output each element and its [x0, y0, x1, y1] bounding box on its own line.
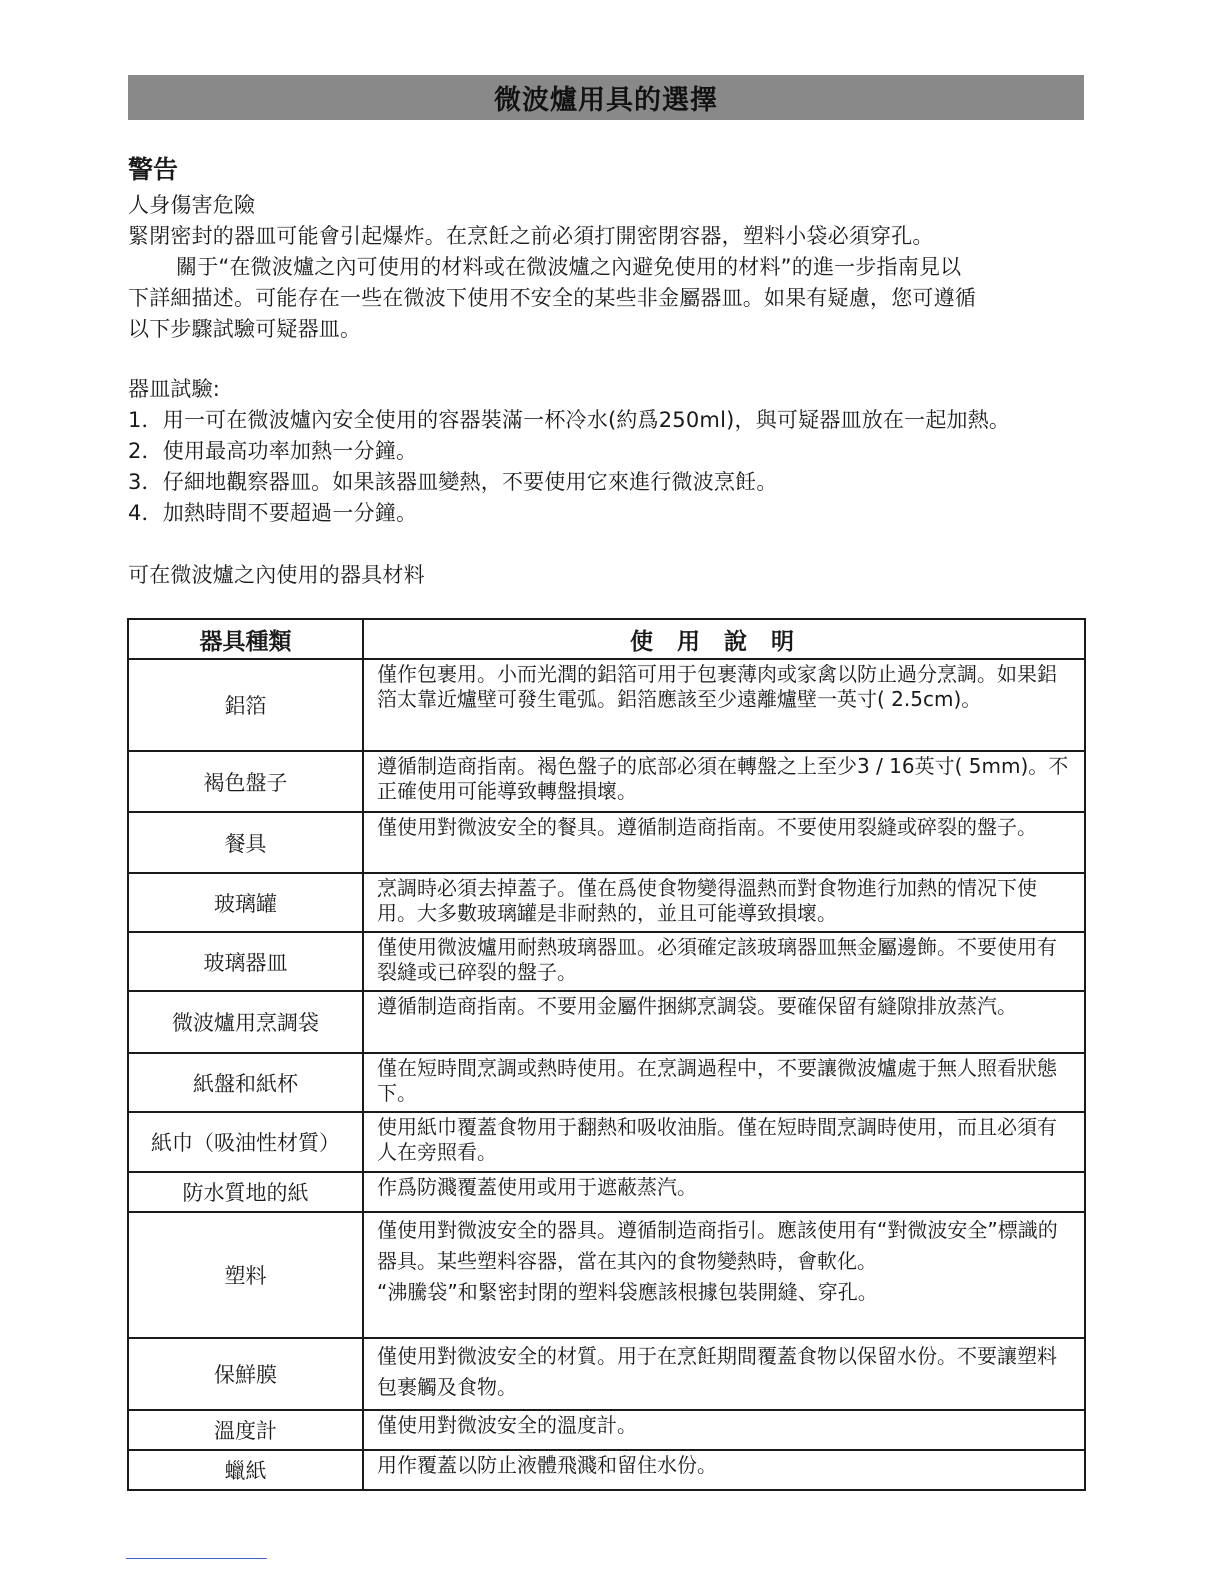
header-description: 使用說明	[363, 619, 1085, 659]
material-type: 蠟紙	[128, 1450, 363, 1490]
header-type: 器具種類	[128, 619, 363, 659]
material-type: 塑料	[128, 1212, 363, 1338]
table-header-row	[128, 619, 1085, 659]
table-row	[128, 751, 1085, 812]
material-type: 鋁箔	[128, 659, 363, 751]
warning-line-3: 關于“在微波爐之內可使用的材料或在微波爐之內避免使用的材料”的進一步指南見以	[176, 255, 962, 279]
materials-table	[127, 618, 1086, 1491]
warning-heading: 警告	[128, 155, 179, 184]
table-row	[128, 812, 1085, 873]
table-row	[128, 1212, 1085, 1338]
material-description: 遵循制造商指南。不要用金屬件捆綁烹調袋。要確保留有縫隙排放蒸汽。	[363, 991, 1085, 1053]
material-type: 紙盤和紙杯	[128, 1053, 363, 1112]
material-description: 僅使用對微波安全的溫度計。	[363, 1410, 1085, 1450]
material-description: 使用紙巾覆蓋食物用于翻熱和吸收油脂。僅在短時間烹調時使用，而且必須有人在旁照看。	[363, 1112, 1085, 1172]
test-step-4: 4．加熱時間不要超過一分鐘。	[128, 501, 418, 525]
material-type: 紙巾（吸油性材質）	[128, 1112, 363, 1172]
material-description: 僅作包裹用。小而光潤的鋁箔可用于包裹薄肉或家禽以防止過分烹調。如果鋁箔太靠近爐壁可發生電弧。鋁箔應該至少遠離爐壁一英寸( 2.5cm)。	[363, 659, 1085, 751]
material-type: 溫度計	[128, 1410, 363, 1450]
material-type: 玻璃罐	[128, 873, 363, 932]
table-row	[128, 1112, 1085, 1172]
material-type: 保鮮膜	[128, 1338, 363, 1410]
page-title: 微波爐用具的選擇	[494, 85, 718, 116]
material-type: 玻璃器皿	[128, 932, 363, 991]
material-description	[363, 1212, 1085, 1338]
table-row	[128, 1338, 1085, 1410]
material-description-para: 僅使用對微波安全的器具。遵循制造商指引。應該使用有“對微波安全”標識的器具。某些塑料容器，當在其內的食物變熱時，會軟化。	[377, 1218, 1058, 1273]
warning-line-5: 以下步驟試驗可疑器皿。	[128, 317, 362, 341]
material-description: 作爲防濺覆蓋使用或用于遮蔽蒸汽。	[363, 1172, 1085, 1212]
material-type: 微波爐用烹調袋	[128, 991, 363, 1053]
test-heading: 器皿試驗:	[128, 377, 221, 401]
table-row	[128, 659, 1085, 751]
test-step-3: 3．仔細地觀察器皿。如果該器皿變熱，不要使用它來進行微波烹飪。	[128, 470, 778, 494]
table-row	[128, 1053, 1085, 1112]
warning-line-1: 人身傷害危險	[128, 193, 256, 217]
material-description: 遵循制造商指南。褐色盤子的底部必須在轉盤之上至少3 / 16英寸( 5mm)。不正確使用可能導致轉盤損壞。	[363, 751, 1085, 812]
materials-heading: 可在微波爐之內使用的器具材料	[128, 563, 425, 587]
table-row	[128, 991, 1085, 1053]
material-type: 餐具	[128, 812, 363, 873]
material-description-para: “沸騰袋”和緊密封閉的塑料袋應該根據包裝開縫、穿孔。	[377, 1280, 878, 1304]
title-bar	[128, 75, 1084, 120]
test-step-1: 1．用一可在微波爐內安全使用的容器裝滿一杯冷水(約爲250ml)，與可疑器皿放在一起加熱。	[128, 408, 1011, 432]
material-description: 烹調時必須去掉蓋子。僅在爲使食物變得溫熱而對食物進行加熱的情况下使用。大多數玻璃罐是非耐熱的，並且可能導致損壞。	[363, 873, 1085, 932]
material-type: 防水質地的紙	[128, 1172, 363, 1212]
material-description: 僅使用對微波安全的材質。用于在烹飪期間覆蓋食物以保留水份。不要讓塑料包裹觸及食物。	[363, 1338, 1085, 1410]
material-description: 僅使用對微波安全的餐具。遵循制造商指南。不要使用裂縫或碎裂的盤子。	[363, 812, 1085, 873]
material-description: 僅在短時間烹調或熱時使用。在烹調過程中，不要讓微波爐處于無人照看狀態下。	[363, 1053, 1085, 1112]
table-row	[128, 873, 1085, 932]
warning-line-2: 緊閉密封的器皿可能會引起爆炸。在烹飪之前必須打開密閉容器，塑料小袋必須穿孔。	[128, 224, 934, 248]
table-row	[128, 1410, 1085, 1450]
table-row	[128, 1172, 1085, 1212]
test-step-2: 2．使用最高功率加熱一分鐘。	[128, 439, 418, 463]
warning-line-4: 下詳細描述。可能存在一些在微波下使用不安全的某些非金屬器皿。如果有疑慮，您可遵循	[128, 286, 976, 310]
table-row	[128, 1450, 1085, 1490]
material-description: 僅使用微波爐用耐熱玻璃器皿。必須確定該玻璃器皿無金屬邊飾。不要使用有裂縫或已碎裂的盤子。	[363, 932, 1085, 991]
table-row	[128, 932, 1085, 991]
material-description: 用作覆蓋以防止液體飛濺和留住水份。	[363, 1450, 1085, 1490]
material-type: 褐色盤子	[128, 751, 363, 812]
footer-rule	[126, 1558, 267, 1559]
